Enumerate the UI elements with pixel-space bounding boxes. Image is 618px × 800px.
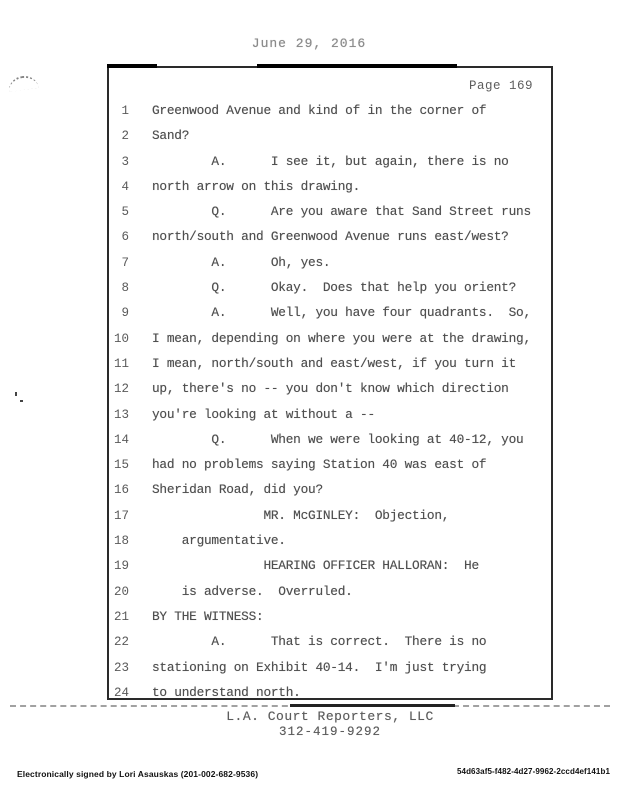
scan-artifact — [20, 400, 23, 402]
line-text: A. That is correct. There is no — [152, 634, 487, 650]
line-text: Sheridan Road, did you? — [152, 482, 323, 498]
line-number: 8 — [121, 281, 129, 296]
line-text: stationing on Exhibit 40-14. I'm just trying — [152, 659, 487, 675]
signature-strip — [0, 766, 618, 786]
transcript-line — [109, 351, 551, 376]
line-text: MR. McGINLEY: Objection, — [152, 507, 450, 523]
transcript-line — [109, 174, 551, 199]
line-text: to understand north. — [152, 684, 301, 700]
transcript-line — [109, 98, 551, 123]
line-text: north/south and Greenwood Avenue runs east/west? — [152, 229, 509, 245]
line-number: 6 — [121, 230, 129, 245]
electronic-signature: Electronically signed by Lori Asauskas (201-002-682-9536) — [17, 769, 259, 779]
line-number: 10 — [113, 331, 129, 346]
transcript-line — [109, 402, 551, 427]
transcript-line — [109, 503, 551, 528]
transcript-line — [109, 326, 551, 351]
transcript-page-border — [107, 66, 553, 700]
line-text: A. I see it, but again, there is no — [152, 153, 509, 169]
transcript-line — [109, 224, 551, 249]
scan-artifact — [290, 704, 455, 707]
transcript-line — [109, 553, 551, 578]
line-number: 15 — [113, 458, 129, 473]
line-number: 20 — [113, 584, 129, 599]
line-text: Q. When we were looking at 40-12, you — [152, 431, 524, 447]
line-number: 16 — [113, 483, 129, 498]
line-text: A. Oh, yes. — [152, 254, 331, 270]
line-number: 4 — [121, 179, 129, 194]
line-text: up, there's no -- you don't know which direction — [152, 381, 509, 397]
line-number: 11 — [113, 356, 129, 371]
transcript-line — [109, 427, 551, 452]
line-number: 13 — [113, 407, 129, 422]
line-number: 24 — [113, 685, 129, 700]
transcript-line — [109, 199, 551, 224]
line-text: BY THE WITNESS: — [152, 608, 264, 624]
line-number: 21 — [113, 609, 129, 624]
line-number: 23 — [113, 660, 129, 675]
transcript-line — [109, 680, 551, 705]
page-number-label: Page 169 — [468, 79, 533, 93]
transcript-line — [109, 528, 551, 553]
document-guid: 54d63af5-f482-4d27-9962-2ccd4ef141b1 — [456, 767, 610, 776]
line-text: A. Well, you have four quadrants. So, — [152, 305, 531, 321]
transcript-line — [109, 477, 551, 502]
transcript-line — [109, 149, 551, 174]
transcript-line — [109, 452, 551, 477]
line-text: Q. Okay. Does that help you orient? — [152, 280, 517, 296]
scan-artifact — [257, 64, 457, 68]
line-text: had no problems saying Station 40 was east of — [152, 457, 487, 473]
line-text: I mean, north/south and east/west, if you turn it — [152, 355, 517, 371]
line-number: 12 — [113, 382, 129, 397]
line-number: 5 — [121, 205, 129, 220]
line-text: Sand? — [152, 128, 190, 144]
line-text: I mean, depending on where you were at the drawing, — [152, 330, 531, 346]
line-number: 14 — [113, 432, 129, 447]
transcript-lines — [109, 98, 551, 705]
line-text: Greenwood Avenue and kind of in the corner of — [152, 103, 487, 118]
line-text: is adverse. Overruled. — [152, 583, 353, 599]
transcript-line — [109, 250, 551, 275]
reporter-phone: 312-419-9292 — [278, 725, 381, 739]
line-number: 1 — [121, 104, 129, 118]
line-number: 17 — [113, 508, 129, 523]
transcript-line — [109, 604, 551, 629]
line-number: 2 — [121, 129, 129, 144]
line-text: north arrow on this drawing. — [152, 178, 361, 194]
line-text: Q. Are you aware that Sand Street runs — [152, 204, 531, 220]
transcript-line — [109, 579, 551, 604]
scan-artifact — [15, 392, 17, 396]
line-text: argumentative. — [152, 533, 286, 549]
reporter-name: L.A. Court Reporters, LLC — [226, 709, 434, 724]
transcript-line — [109, 123, 551, 148]
scan-artifact — [7, 74, 39, 92]
reporter-footer — [107, 709, 553, 739]
transcript-line — [109, 629, 551, 654]
transcript-line — [109, 275, 551, 300]
header-date: June 29, 2016 — [251, 36, 367, 51]
line-number: 19 — [113, 559, 129, 574]
transcript-line — [109, 655, 551, 680]
transcript-line — [109, 376, 551, 401]
line-text: you're looking at without a -- — [152, 406, 375, 422]
line-number: 3 — [121, 154, 129, 169]
line-number: 18 — [113, 534, 129, 549]
line-number: 7 — [121, 255, 129, 270]
transcript-line — [109, 300, 551, 325]
scan-artifact — [107, 64, 157, 68]
line-number: 22 — [113, 635, 129, 650]
line-number: 9 — [121, 306, 129, 321]
line-text: HEARING OFFICER HALLORAN: He — [152, 558, 479, 574]
